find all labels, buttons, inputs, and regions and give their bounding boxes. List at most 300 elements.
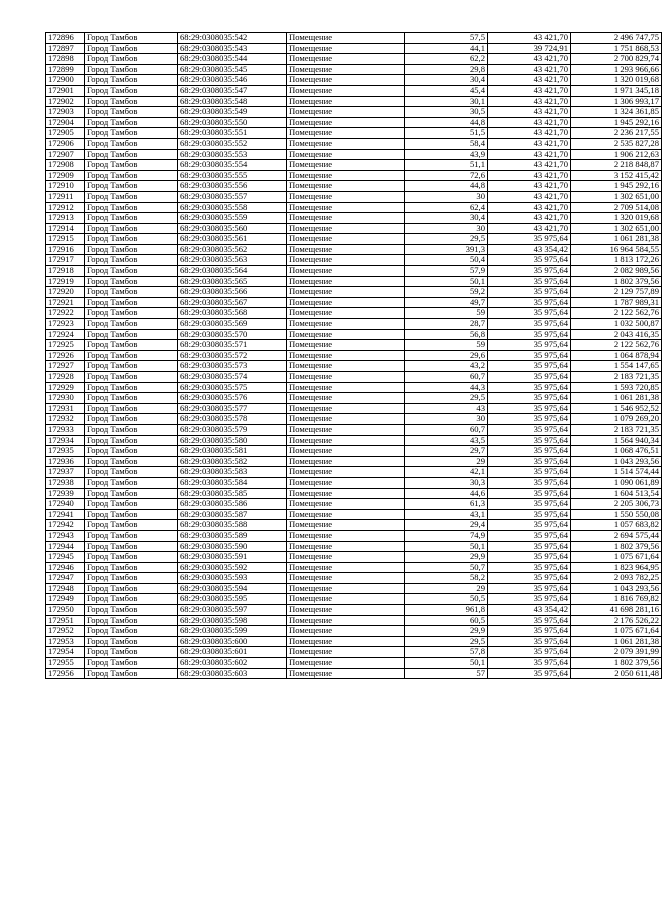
object-type-cell: Помещение — [287, 530, 405, 541]
area-cell: 30 — [405, 414, 488, 425]
cadastral-value-cell: 1 554 147,65 — [571, 361, 662, 372]
cadastral-value-cell: 1 802 379,56 — [571, 541, 662, 552]
specific-value-cell: 35 975,64 — [488, 456, 571, 467]
cadastral-number-cell: 68:29:0308035:559 — [178, 213, 287, 224]
row-number-cell: 172899 — [46, 64, 85, 75]
specific-value-cell: 43 421,70 — [488, 191, 571, 202]
table-row — [46, 477, 662, 488]
specific-value-cell: 43 354,42 — [488, 605, 571, 616]
row-number-cell: 172910 — [46, 181, 85, 192]
object-type-cell: Помещение — [287, 117, 405, 128]
table-row — [46, 605, 662, 616]
municipality-cell: Город Тамбов — [85, 160, 178, 171]
municipality-cell: Город Тамбов — [85, 202, 178, 213]
cadastral-number-cell: 68:29:0308035:572 — [178, 350, 287, 361]
municipality-cell: Город Тамбов — [85, 414, 178, 425]
table-row — [46, 244, 662, 255]
cadastral-value-cell: 1 061 281,38 — [571, 636, 662, 647]
specific-value-cell: 43 421,70 — [488, 160, 571, 171]
table-row — [46, 43, 662, 54]
object-type-cell: Помещение — [287, 319, 405, 330]
object-type-cell: Помещение — [287, 605, 405, 616]
object-type-cell: Помещение — [287, 552, 405, 563]
specific-value-cell: 35 975,64 — [488, 509, 571, 520]
specific-value-cell: 35 975,64 — [488, 372, 571, 383]
table-row — [46, 668, 662, 679]
cadastral-number-cell: 68:29:0308035:576 — [178, 393, 287, 404]
row-number-cell: 172913 — [46, 213, 85, 224]
table-row — [46, 382, 662, 393]
specific-value-cell: 35 975,64 — [488, 647, 571, 658]
area-cell: 391,3 — [405, 244, 488, 255]
table-row — [46, 573, 662, 584]
table-row — [46, 403, 662, 414]
municipality-cell: Город Тамбов — [85, 266, 178, 277]
cadastral-number-cell: 68:29:0308035:553 — [178, 149, 287, 160]
row-number-cell: 172946 — [46, 562, 85, 573]
area-cell: 62,4 — [405, 202, 488, 213]
cadastral-number-cell: 68:29:0308035:555 — [178, 170, 287, 181]
cadastral-number-cell: 68:29:0308035:578 — [178, 414, 287, 425]
specific-value-cell: 35 975,64 — [488, 477, 571, 488]
cadastral-value-cell: 1 043 293,56 — [571, 583, 662, 594]
row-number-cell: 172935 — [46, 446, 85, 457]
municipality-cell: Город Тамбов — [85, 668, 178, 679]
cadastral-number-cell: 68:29:0308035:558 — [178, 202, 287, 213]
table-row — [46, 138, 662, 149]
area-cell: 30,3 — [405, 477, 488, 488]
row-number-cell: 172919 — [46, 276, 85, 287]
row-number-cell: 172925 — [46, 340, 85, 351]
cadastral-number-cell: 68:29:0308035:565 — [178, 276, 287, 287]
cadastral-value-cell: 1 302 651,00 — [571, 191, 662, 202]
municipality-cell: Город Тамбов — [85, 520, 178, 531]
municipality-cell: Город Тамбов — [85, 138, 178, 149]
row-number-cell: 172933 — [46, 424, 85, 435]
area-cell: 30,1 — [405, 96, 488, 107]
object-type-cell: Помещение — [287, 33, 405, 44]
object-type-cell: Помещение — [287, 647, 405, 658]
specific-value-cell: 35 975,64 — [488, 308, 571, 319]
row-number-cell: 172902 — [46, 96, 85, 107]
row-number-cell: 172939 — [46, 488, 85, 499]
cadastral-value-cell: 1 293 966,66 — [571, 64, 662, 75]
cadastral-number-cell: 68:29:0308035:548 — [178, 96, 287, 107]
row-number-cell: 172947 — [46, 573, 85, 584]
specific-value-cell: 35 975,64 — [488, 520, 571, 531]
table-row — [46, 562, 662, 573]
area-cell: 50,1 — [405, 541, 488, 552]
cadastral-value-cell: 1 075 671,64 — [571, 626, 662, 637]
cadastral-number-cell: 68:29:0308035:549 — [178, 107, 287, 118]
specific-value-cell: 35 975,64 — [488, 446, 571, 457]
table-row — [46, 456, 662, 467]
cadastral-number-cell: 68:29:0308035:575 — [178, 382, 287, 393]
cadastral-value-cell: 1 320 019,68 — [571, 75, 662, 86]
municipality-cell: Город Тамбов — [85, 403, 178, 414]
row-number-cell: 172907 — [46, 149, 85, 160]
object-type-cell: Помещение — [287, 488, 405, 499]
row-number-cell: 172945 — [46, 552, 85, 563]
specific-value-cell: 35 975,64 — [488, 361, 571, 372]
area-cell: 57,9 — [405, 266, 488, 277]
object-type-cell: Помещение — [287, 308, 405, 319]
area-cell: 58,2 — [405, 573, 488, 584]
row-number-cell: 172905 — [46, 128, 85, 139]
cadastral-value-cell: 1 564 940,34 — [571, 435, 662, 446]
row-number-cell: 172938 — [46, 477, 85, 488]
area-cell: 59,2 — [405, 287, 488, 298]
object-type-cell: Помещение — [287, 213, 405, 224]
specific-value-cell: 35 975,64 — [488, 488, 571, 499]
object-type-cell: Помещение — [287, 446, 405, 457]
municipality-cell: Город Тамбов — [85, 234, 178, 245]
cadastral-value-cell: 1 514 574,44 — [571, 467, 662, 478]
table-body — [46, 33, 662, 679]
area-cell: 29,5 — [405, 234, 488, 245]
cadastral-number-cell: 68:29:0308035:584 — [178, 477, 287, 488]
row-number-cell: 172900 — [46, 75, 85, 86]
row-number-cell: 172942 — [46, 520, 85, 531]
row-number-cell: 172904 — [46, 117, 85, 128]
area-cell: 29,6 — [405, 350, 488, 361]
specific-value-cell: 35 975,64 — [488, 350, 571, 361]
object-type-cell: Помещение — [287, 573, 405, 584]
specific-value-cell: 43 421,70 — [488, 138, 571, 149]
municipality-cell: Город Тамбов — [85, 477, 178, 488]
specific-value-cell: 35 975,64 — [488, 626, 571, 637]
object-type-cell: Помещение — [287, 297, 405, 308]
specific-value-cell: 35 975,64 — [488, 266, 571, 277]
cadastral-value-cell: 2 043 416,35 — [571, 329, 662, 340]
municipality-cell: Город Тамбов — [85, 626, 178, 637]
table-row — [46, 658, 662, 669]
cadastral-number-cell: 68:29:0308035:592 — [178, 562, 287, 573]
municipality-cell: Город Тамбов — [85, 435, 178, 446]
municipality-cell: Город Тамбов — [85, 340, 178, 351]
cadastral-number-cell: 68:29:0308035:573 — [178, 361, 287, 372]
cadastral-value-cell: 1 787 989,31 — [571, 297, 662, 308]
cadastral-number-cell: 68:29:0308035:570 — [178, 329, 287, 340]
area-cell: 50,5 — [405, 594, 488, 605]
cadastral-value-cell: 2 079 391,99 — [571, 647, 662, 658]
municipality-cell: Город Тамбов — [85, 308, 178, 319]
area-cell: 43,1 — [405, 509, 488, 520]
table-row — [46, 234, 662, 245]
table-row — [46, 520, 662, 531]
object-type-cell: Помещение — [287, 541, 405, 552]
area-cell: 61,3 — [405, 499, 488, 510]
cadastral-number-cell: 68:29:0308035:577 — [178, 403, 287, 414]
cadastral-value-cell: 1 068 476,51 — [571, 446, 662, 457]
row-number-cell: 172950 — [46, 605, 85, 616]
municipality-cell: Город Тамбов — [85, 361, 178, 372]
object-type-cell: Помещение — [287, 477, 405, 488]
municipality-cell: Город Тамбов — [85, 75, 178, 86]
municipality-cell: Город Тамбов — [85, 530, 178, 541]
cadastral-number-cell: 68:29:0308035:571 — [178, 340, 287, 351]
table-row — [46, 435, 662, 446]
row-number-cell: 172932 — [46, 414, 85, 425]
table-row — [46, 170, 662, 181]
table-row — [46, 552, 662, 563]
cadastral-value-cell: 2 700 829,74 — [571, 54, 662, 65]
specific-value-cell: 35 975,64 — [488, 530, 571, 541]
cadastral-value-cell: 1 061 281,38 — [571, 234, 662, 245]
area-cell: 72,6 — [405, 170, 488, 181]
object-type-cell: Помещение — [287, 276, 405, 287]
area-cell: 29 — [405, 456, 488, 467]
area-cell: 42,1 — [405, 467, 488, 478]
row-number-cell: 172940 — [46, 499, 85, 510]
specific-value-cell: 43 421,70 — [488, 149, 571, 160]
row-number-cell: 172916 — [46, 244, 85, 255]
municipality-cell: Город Тамбов — [85, 276, 178, 287]
table-row — [46, 541, 662, 552]
area-cell: 57,8 — [405, 647, 488, 658]
row-number-cell: 172897 — [46, 43, 85, 54]
specific-value-cell: 39 724,91 — [488, 43, 571, 54]
cadastral-value-cell: 2 082 989,56 — [571, 266, 662, 277]
municipality-cell: Город Тамбов — [85, 467, 178, 478]
municipality-cell: Город Тамбов — [85, 562, 178, 573]
specific-value-cell: 43 421,70 — [488, 128, 571, 139]
cadastral-value-cell: 2 176 526,22 — [571, 615, 662, 626]
cadastral-value-cell: 1 061 281,38 — [571, 393, 662, 404]
table-row — [46, 361, 662, 372]
specific-value-cell: 43 421,70 — [488, 33, 571, 44]
object-type-cell: Помещение — [287, 435, 405, 446]
table-row — [46, 202, 662, 213]
cadastral-value-cell: 1 546 952,52 — [571, 403, 662, 414]
table-row — [46, 160, 662, 171]
municipality-cell: Город Тамбов — [85, 499, 178, 510]
cadastral-number-cell: 68:29:0308035:583 — [178, 467, 287, 478]
specific-value-cell: 35 975,64 — [488, 382, 571, 393]
area-cell: 57,5 — [405, 33, 488, 44]
object-type-cell: Помещение — [287, 96, 405, 107]
object-type-cell: Помещение — [287, 403, 405, 414]
cadastral-number-cell: 68:29:0308035:598 — [178, 615, 287, 626]
row-number-cell: 172941 — [46, 509, 85, 520]
cadastral-value-cell: 1 971 345,18 — [571, 85, 662, 96]
object-type-cell: Помещение — [287, 128, 405, 139]
specific-value-cell: 35 975,64 — [488, 668, 571, 679]
cadastral-number-cell: 68:29:0308035:574 — [178, 372, 287, 383]
municipality-cell: Город Тамбов — [85, 647, 178, 658]
object-type-cell: Помещение — [287, 594, 405, 605]
row-number-cell: 172921 — [46, 297, 85, 308]
area-cell: 30 — [405, 223, 488, 234]
cadastral-number-cell: 68:29:0308035:543 — [178, 43, 287, 54]
table-row — [46, 626, 662, 637]
row-number-cell: 172926 — [46, 350, 85, 361]
object-type-cell: Помещение — [287, 287, 405, 298]
cadastral-value-cell: 2 535 827,28 — [571, 138, 662, 149]
cadastral-value-cell: 2 093 782,25 — [571, 573, 662, 584]
table-row — [46, 85, 662, 96]
area-cell: 30,5 — [405, 107, 488, 118]
cadastral-value-cell: 1 945 292,16 — [571, 181, 662, 192]
cadastral-number-cell: 68:29:0308035:593 — [178, 573, 287, 584]
cadastral-value-cell: 1 064 878,94 — [571, 350, 662, 361]
municipality-cell: Город Тамбов — [85, 149, 178, 160]
table-row — [46, 181, 662, 192]
row-number-cell: 172912 — [46, 202, 85, 213]
table-row — [46, 499, 662, 510]
cadastral-value-cell: 2 122 562,76 — [571, 340, 662, 351]
table-row — [46, 54, 662, 65]
specific-value-cell: 35 975,64 — [488, 255, 571, 266]
object-type-cell: Помещение — [287, 43, 405, 54]
area-cell: 43 — [405, 403, 488, 414]
object-type-cell: Помещение — [287, 329, 405, 340]
row-number-cell: 172901 — [46, 85, 85, 96]
cadastral-number-cell: 68:29:0308035:579 — [178, 424, 287, 435]
cadastral-value-cell: 2 496 747,75 — [571, 33, 662, 44]
table-row — [46, 96, 662, 107]
object-type-cell: Помещение — [287, 562, 405, 573]
cadastral-value-cell: 1 604 513,54 — [571, 488, 662, 499]
municipality-cell: Город Тамбов — [85, 107, 178, 118]
cadastral-number-cell: 68:29:0308035:569 — [178, 319, 287, 330]
cadastral-number-cell: 68:29:0308035:550 — [178, 117, 287, 128]
row-number-cell: 172952 — [46, 626, 85, 637]
municipality-cell: Город Тамбов — [85, 85, 178, 96]
row-number-cell: 172927 — [46, 361, 85, 372]
cadastral-number-cell: 68:29:0308035:545 — [178, 64, 287, 75]
municipality-cell: Город Тамбов — [85, 658, 178, 669]
specific-value-cell: 43 421,70 — [488, 202, 571, 213]
row-number-cell: 172929 — [46, 382, 85, 393]
municipality-cell: Город Тамбов — [85, 170, 178, 181]
area-cell: 44,1 — [405, 43, 488, 54]
municipality-cell: Город Тамбов — [85, 573, 178, 584]
object-type-cell: Помещение — [287, 223, 405, 234]
table-row — [46, 647, 662, 658]
object-type-cell: Помещение — [287, 456, 405, 467]
specific-value-cell: 35 975,64 — [488, 403, 571, 414]
table-row — [46, 594, 662, 605]
municipality-cell: Город Тамбов — [85, 615, 178, 626]
row-number-cell: 172934 — [46, 435, 85, 446]
municipality-cell: Город Тамбов — [85, 181, 178, 192]
area-cell: 44,8 — [405, 181, 488, 192]
row-number-cell: 172917 — [46, 255, 85, 266]
area-cell: 44,3 — [405, 382, 488, 393]
cadastral-number-cell: 68:29:0308035:560 — [178, 223, 287, 234]
cadastral-number-cell: 68:29:0308035:585 — [178, 488, 287, 499]
area-cell: 49,7 — [405, 297, 488, 308]
table-row — [46, 319, 662, 330]
object-type-cell: Помещение — [287, 75, 405, 86]
specific-value-cell: 35 975,64 — [488, 583, 571, 594]
object-type-cell: Помещение — [287, 54, 405, 65]
municipality-cell: Город Тамбов — [85, 244, 178, 255]
area-cell: 56,8 — [405, 329, 488, 340]
specific-value-cell: 35 975,64 — [488, 424, 571, 435]
specific-value-cell: 35 975,64 — [488, 541, 571, 552]
row-number-cell: 172943 — [46, 530, 85, 541]
area-cell: 50,1 — [405, 658, 488, 669]
cadastral-value-cell: 1 945 292,16 — [571, 117, 662, 128]
municipality-cell: Город Тамбов — [85, 191, 178, 202]
cadastral-value-cell: 1 816 769,82 — [571, 594, 662, 605]
cadastral-number-cell: 68:29:0308035:603 — [178, 668, 287, 679]
table-row — [46, 287, 662, 298]
municipality-cell: Город Тамбов — [85, 128, 178, 139]
cadastral-number-cell: 68:29:0308035:563 — [178, 255, 287, 266]
specific-value-cell: 43 421,70 — [488, 85, 571, 96]
specific-value-cell: 35 975,64 — [488, 467, 571, 478]
cadastral-value-cell: 1 550 550,08 — [571, 509, 662, 520]
table-row — [46, 308, 662, 319]
area-cell: 58,4 — [405, 138, 488, 149]
area-cell: 29,9 — [405, 552, 488, 563]
cadastral-number-cell: 68:29:0308035:564 — [178, 266, 287, 277]
cadastral-number-cell: 68:29:0308035:556 — [178, 181, 287, 192]
specific-value-cell: 43 421,70 — [488, 107, 571, 118]
table-row — [46, 191, 662, 202]
object-type-cell: Помещение — [287, 658, 405, 669]
municipality-cell: Город Тамбов — [85, 605, 178, 616]
table-row — [46, 223, 662, 234]
table-row — [46, 297, 662, 308]
table-row — [46, 467, 662, 478]
municipality-cell: Город Тамбов — [85, 54, 178, 65]
specific-value-cell: 35 975,64 — [488, 234, 571, 245]
cadastral-value-cell: 1 324 361,85 — [571, 107, 662, 118]
municipality-cell: Город Тамбов — [85, 509, 178, 520]
municipality-cell: Город Тамбов — [85, 255, 178, 266]
municipality-cell: Город Тамбов — [85, 297, 178, 308]
row-number-cell: 172908 — [46, 160, 85, 171]
specific-value-cell: 35 975,64 — [488, 573, 571, 584]
object-type-cell: Помещение — [287, 668, 405, 679]
cadastral-number-cell: 68:29:0308035:557 — [178, 191, 287, 202]
object-type-cell: Помещение — [287, 361, 405, 372]
cadastral-number-cell: 68:29:0308035:582 — [178, 456, 287, 467]
cadastral-number-cell: 68:29:0308035:602 — [178, 658, 287, 669]
cadastral-number-cell: 68:29:0308035:554 — [178, 160, 287, 171]
specific-value-cell: 43 421,70 — [488, 170, 571, 181]
row-number-cell: 172918 — [46, 266, 85, 277]
area-cell: 29,8 — [405, 64, 488, 75]
cadastral-value-cell: 2 236 217,55 — [571, 128, 662, 139]
cadastral-number-cell: 68:29:0308035:566 — [178, 287, 287, 298]
cadastral-number-cell: 68:29:0308035:599 — [178, 626, 287, 637]
row-number-cell: 172953 — [46, 636, 85, 647]
table-row — [46, 636, 662, 647]
table-row — [46, 393, 662, 404]
area-cell: 30,4 — [405, 75, 488, 86]
row-number-cell: 172949 — [46, 594, 85, 605]
row-number-cell: 172923 — [46, 319, 85, 330]
municipality-cell: Город Тамбов — [85, 117, 178, 128]
cadastral-value-cell: 41 698 281,16 — [571, 605, 662, 616]
area-cell: 29,5 — [405, 393, 488, 404]
area-cell: 45,4 — [405, 85, 488, 96]
municipality-cell: Город Тамбов — [85, 64, 178, 75]
area-cell: 59 — [405, 308, 488, 319]
municipality-cell: Город Тамбов — [85, 393, 178, 404]
cadastral-number-cell: 68:29:0308035:595 — [178, 594, 287, 605]
table-row — [46, 149, 662, 160]
row-number-cell: 172937 — [46, 467, 85, 478]
specific-value-cell: 43 421,70 — [488, 54, 571, 65]
cadastral-value-cell: 1 090 061,89 — [571, 477, 662, 488]
cadastral-number-cell: 68:29:0308035:546 — [178, 75, 287, 86]
